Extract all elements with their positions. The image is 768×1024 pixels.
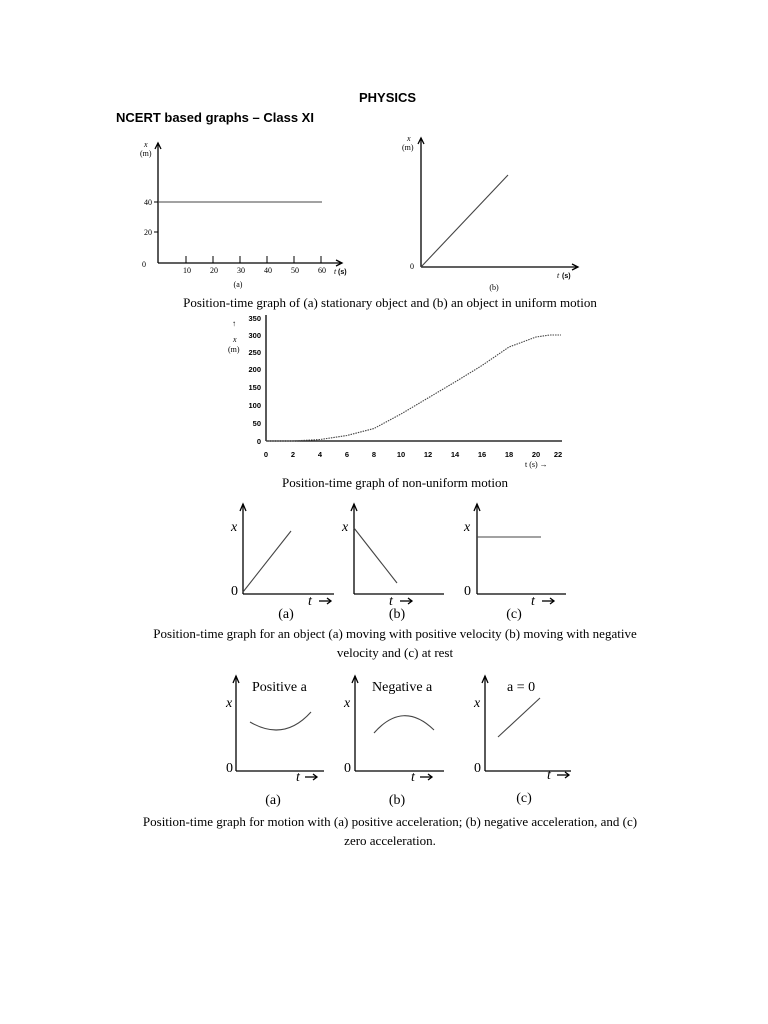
y-unit: (m): [228, 345, 240, 354]
curve-negative-acceleration: [374, 716, 434, 733]
x-label: t: [411, 770, 415, 785]
graph-3b: [341, 504, 444, 622]
subject-title: PHYSICS: [359, 90, 417, 105]
line-negative-velocity: [354, 528, 397, 583]
x-unit: (s): [338, 269, 347, 276]
y-label: x: [226, 696, 233, 711]
graph-1a: [140, 140, 347, 289]
x-label: t: [531, 594, 535, 609]
y-tick-label: 40: [144, 198, 152, 207]
origin-label: 0: [410, 262, 414, 271]
graph-1b: [402, 134, 578, 292]
caption-fig4-line2: zero acceleration.: [344, 833, 436, 848]
graph-tag: (c): [506, 607, 522, 622]
line-uniform: [421, 175, 508, 267]
x-tick-label: 30: [237, 266, 245, 275]
origin-label: 0: [474, 761, 481, 776]
graph-tag: (b): [388, 607, 406, 622]
y-label: x: [407, 134, 411, 143]
x-label: t: [308, 594, 312, 609]
y-arrow: ↑: [232, 319, 236, 328]
x-label: t: [389, 594, 393, 609]
graph-tag: (a): [265, 793, 281, 808]
graph-tag: (a): [278, 607, 294, 622]
curve-non-uniform: [266, 335, 561, 441]
graph-title: Negative a: [372, 680, 433, 695]
x-tick-label: 6: [344, 450, 350, 459]
line-positive-velocity: [243, 531, 291, 592]
x-label: t: [296, 770, 300, 785]
caption-fig3-line2: velocity and (c) at rest: [336, 645, 454, 660]
graph-title: a = 0: [507, 680, 536, 695]
graph-title: Positive a: [252, 680, 307, 695]
x-tick-label: 12: [423, 450, 433, 459]
x-tick-label: 20: [531, 450, 541, 459]
origin-label: 0: [226, 761, 233, 776]
graph-tag: (c): [516, 791, 532, 806]
graph-tag: (b): [489, 283, 499, 292]
x-tick-label: 18: [504, 450, 514, 459]
y-tick-label: 0: [142, 260, 146, 269]
caption-fig2: Position-time graph of non-uniform motion: [281, 475, 509, 490]
x-tick-label: 8: [371, 450, 377, 459]
y-tick-label: 50: [252, 419, 261, 428]
y-label: x: [464, 520, 471, 535]
y-unit: (m): [140, 149, 152, 158]
y-tick-label: 150: [248, 383, 261, 392]
x-tick-label: 4: [317, 450, 323, 459]
y-label: x: [474, 696, 481, 711]
x-tick-label: 50: [291, 266, 299, 275]
caption-fig4-line1: Position-time graph for motion with (a) positive acceleration; (b) negative acceleration, and (c): [142, 814, 638, 829]
origin-label: 0: [231, 584, 238, 599]
y-tick-label: 300: [248, 331, 261, 340]
y-tick-label: 100: [248, 401, 261, 410]
origin-label: 0: [464, 584, 471, 599]
x-tick-label: 22: [553, 450, 563, 459]
caption-fig1: Position-time graph of (a) stationary object and (b) an object in uniform motion: [183, 295, 597, 310]
y-label: x: [342, 520, 349, 535]
y-unit: (m): [402, 143, 414, 152]
graph-4b: [343, 676, 444, 808]
origin-label: 0: [344, 761, 351, 776]
page-title: NCERT based graphs – Class XI: [116, 110, 314, 125]
y-label: x: [233, 335, 237, 344]
graph-tag: (a): [233, 280, 243, 289]
y-tick-label: 20: [144, 228, 152, 237]
graph-2: [228, 314, 562, 469]
y-label: x: [344, 696, 351, 711]
y-label: x: [231, 520, 238, 535]
x-tick-label: 2: [290, 450, 296, 459]
x-tick-label: 10: [396, 450, 406, 459]
caption-fig3-line1: Position-time graph for an object (a) moving with positive velocity (b) moving with negative: [153, 626, 637, 641]
line-zero-acceleration: [498, 698, 540, 737]
graph-4c: [473, 676, 571, 806]
y-tick-label: 350: [248, 314, 261, 323]
y-tick-label: 0: [256, 437, 261, 446]
x-tick-label: 60: [318, 266, 326, 275]
x-label: t (s) →: [525, 460, 548, 469]
x-label: t: [334, 267, 337, 276]
x-tick-label: 10: [183, 266, 191, 275]
x-label: t: [547, 768, 551, 783]
x-tick-label: 20: [210, 266, 218, 275]
x-tick-label: 40: [264, 266, 272, 275]
graph-tag: (b): [388, 793, 406, 808]
y-tick-label: 250: [248, 348, 261, 357]
graph-4a: [225, 676, 324, 808]
x-label: t: [557, 271, 560, 280]
x-tick-label: 14: [450, 450, 460, 459]
graph-3c: [463, 504, 566, 622]
y-label: x: [144, 140, 148, 149]
x-tick-label: 16: [477, 450, 487, 459]
x-unit: (s): [562, 273, 571, 280]
x-tick-label: 0: [263, 450, 269, 459]
graph-3a: [230, 504, 334, 622]
curve-positive-acceleration: [250, 712, 311, 730]
y-tick-label: 200: [248, 365, 261, 374]
